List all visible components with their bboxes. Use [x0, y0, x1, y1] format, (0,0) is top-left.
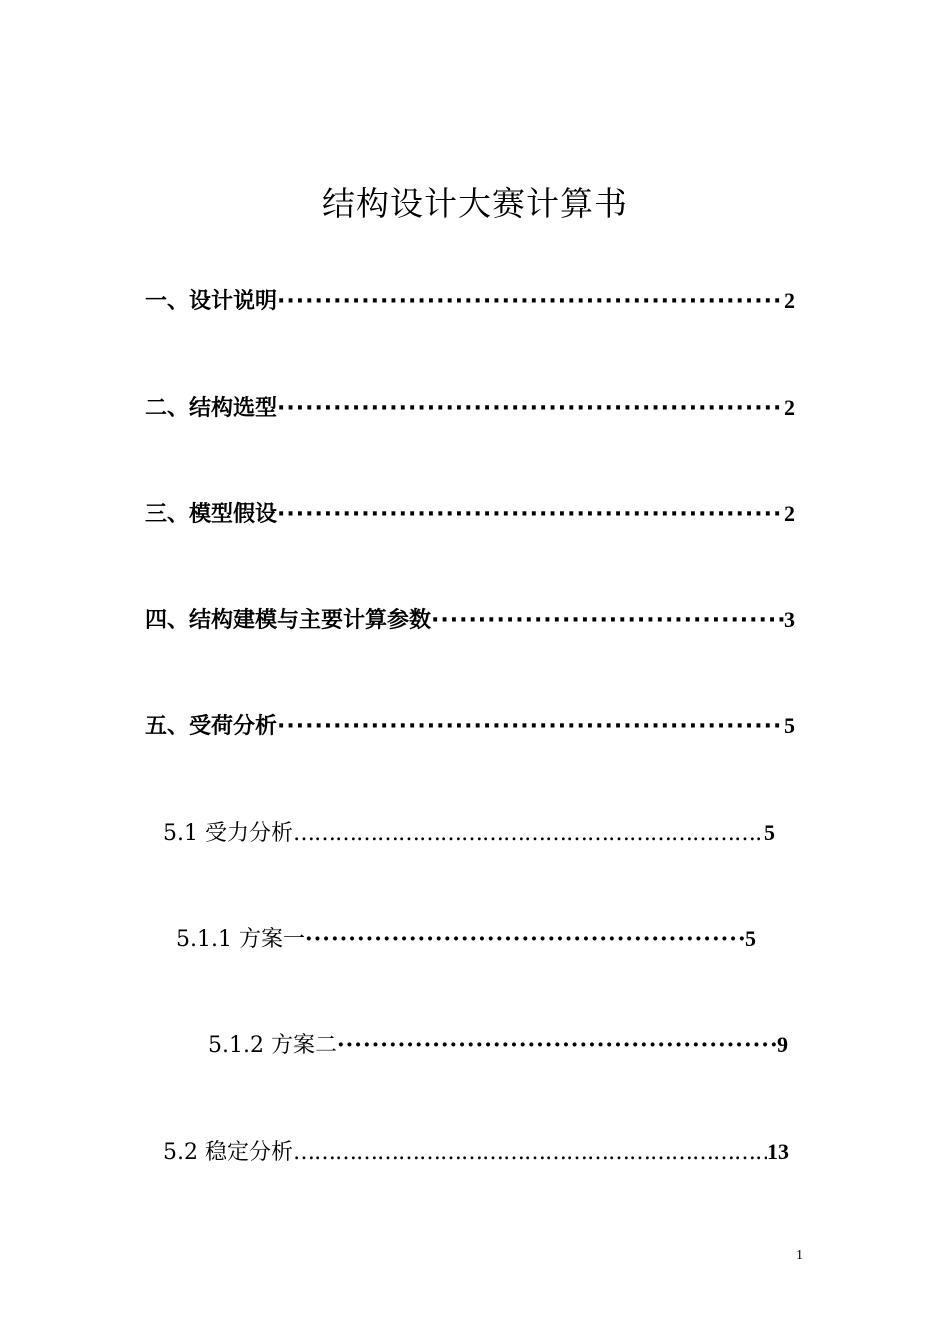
toc-dot-leader — [277, 502, 784, 527]
toc-dot-leader — [277, 714, 784, 739]
document-title: 结构设计大赛计算书 — [322, 184, 628, 223]
toc-dot-leader — [277, 289, 784, 314]
toc-entry-page: 3 — [784, 607, 795, 632]
toc-entry-label: 一、设计说明 — [145, 289, 278, 314]
toc-entry-label: 5.2 稳定分析 — [163, 1140, 293, 1165]
toc-entry-page: 2 — [784, 288, 795, 313]
toc-dot-leader — [277, 396, 784, 421]
toc-entry-label: 三、模型假设 — [145, 502, 278, 527]
toc-entry-label: 5.1.2 方案二 — [208, 1033, 337, 1058]
toc-entry-modeling-parameters[interactable] — [145, 603, 795, 634]
toc-entry-label: 5.1 受力分析 — [163, 821, 293, 846]
toc-entry-page: 2 — [784, 501, 795, 526]
toc-dot-leader — [293, 821, 764, 846]
toc-entry-label: 二、结构选型 — [145, 396, 278, 421]
toc-entry-design-description[interactable] — [145, 284, 795, 315]
toc-entry-model-assumptions[interactable] — [145, 497, 795, 528]
toc-entry-page: 13 — [767, 1139, 789, 1164]
toc-entry-page: 2 — [784, 395, 795, 420]
toc-entry-page: 9 — [777, 1032, 788, 1057]
toc-dot-leader — [337, 1032, 777, 1058]
toc-entry-page: 5 — [745, 926, 756, 951]
toc-entry-stability-analysis[interactable] — [163, 1135, 789, 1166]
toc-entry-force-analysis[interactable] — [163, 816, 775, 847]
toc-entry-structure-selection[interactable] — [145, 391, 795, 422]
toc-entry-page: 5 — [764, 820, 775, 845]
page-number: 1 — [796, 1248, 803, 1263]
toc-dot-leader — [293, 1140, 767, 1165]
toc-entry-label: 五、受荷分析 — [145, 714, 278, 739]
toc-entry-page: 5 — [784, 713, 795, 738]
toc-dot-leader — [431, 608, 784, 633]
toc-entry-load-analysis[interactable] — [145, 709, 795, 740]
toc-dot-leader — [305, 926, 745, 952]
toc-entry-label: 四、结构建模与主要计算参数 — [145, 608, 432, 633]
toc-entry-scheme-one[interactable] — [176, 922, 756, 953]
toc-entry-label: 5.1.1 方案一 — [176, 927, 305, 952]
toc-entry-scheme-two[interactable] — [208, 1028, 788, 1059]
